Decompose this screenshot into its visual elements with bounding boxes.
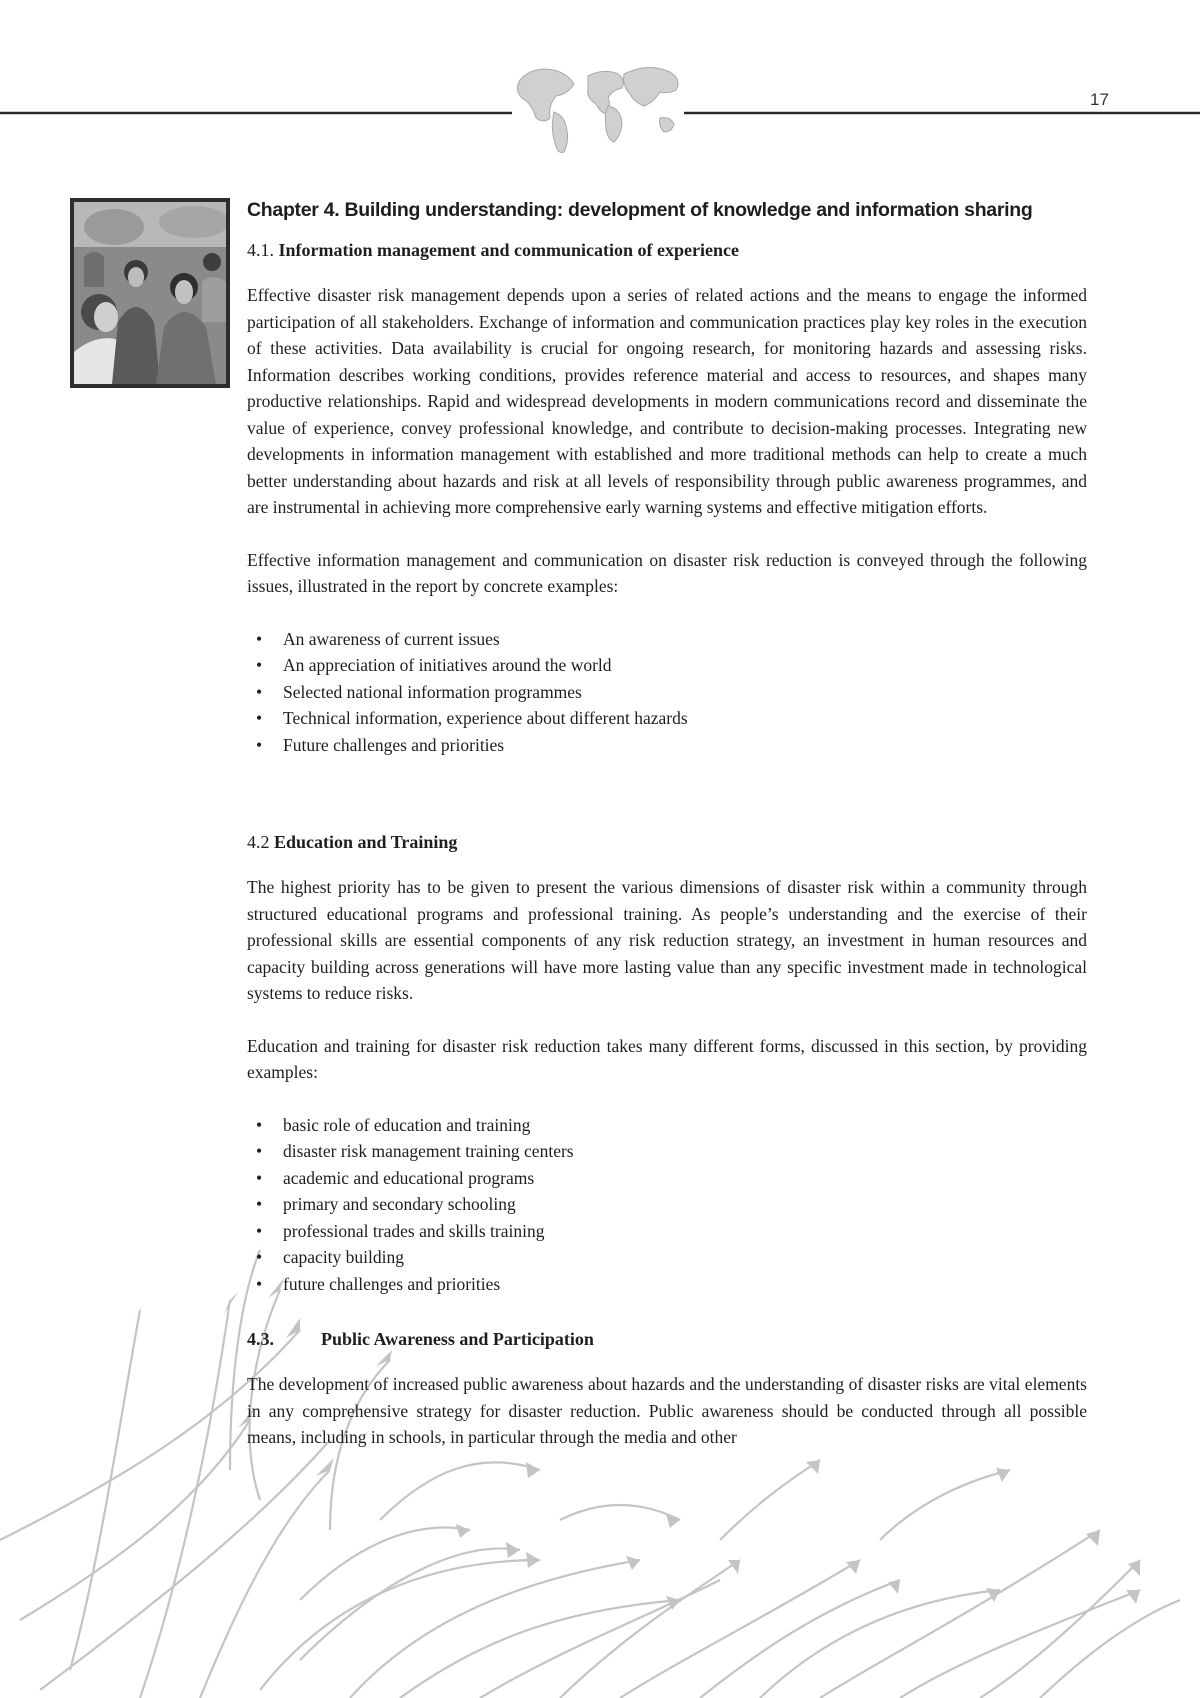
section-title: Information management and communication of experience <box>278 240 739 260</box>
paragraph: Effective information management and communication on disaster risk reduction is conveyed through the following issues, illustrated in the report by concrete examples: <box>247 549 1087 596</box>
list-item: • disaster risk management training centers <box>247 1138 1087 1165</box>
text-column <box>247 198 1087 1477</box>
page-number: 17 <box>1090 90 1109 109</box>
list-item: • An awareness of current issues <box>247 626 1087 653</box>
bullet-list <box>247 1112 1087 1298</box>
list-item: • academic and educational programs <box>247 1165 1087 1192</box>
list-item: • An appreciation of initiatives around the world <box>247 652 1087 679</box>
paragraph: Education and training for disaster risk reduction takes many different forms, discussed in this section, by providing examples: <box>247 1035 1087 1082</box>
list-item: • capacity building <box>247 1244 1087 1271</box>
chapter-title: Chapter 4. Building understanding: development of knowledge and information sharing <box>247 199 1033 221</box>
paragraph: The highest priority has to be given to present the various dimensions of disaster risk within a community through structured educational programs and professional training. As people’s understanding and the exercise of their professional skills are essential components of any risk reduction strategy, an investment in human resources and capacity building across generations will have more lasting value than any specific investment made in technological systems to reduce risks. <box>247 877 1087 1003</box>
list-item: • professional trades and skills training <box>247 1218 1087 1245</box>
list-item: • Future challenges and priorities <box>247 732 1087 759</box>
list-item: • Selected national information programmes <box>247 679 1087 706</box>
section-heading-4-2 <box>247 830 1087 854</box>
bullet-list <box>247 626 1087 759</box>
paragraph: The development of increased public awareness about hazards and the understanding of disaster risks are vital elements in any comprehensive strategy for disaster reduction. Public awareness should be conducted through all possible means, including in schools, in particular through the media and other <box>247 1374 1087 1447</box>
list-item: • primary and secondary schooling <box>247 1191 1087 1218</box>
section-title: Education and Training <box>274 832 458 852</box>
list-item: • future challenges and priorities <box>247 1271 1087 1298</box>
section-title: Public Awareness and Participation <box>321 1329 594 1349</box>
section-heading-4-3 <box>247 1327 1087 1351</box>
section-number: 4.1. <box>247 240 274 260</box>
section-heading-4-1 <box>247 238 1087 262</box>
world-map-icon <box>517 67 678 152</box>
paragraph: Effective disaster risk management depends upon a series of related actions and the means to engage the informed participation of all stakeholders. Exchange of information and communication practices play key roles in the execution of these activities. Data availability is crucial for ongoing research, for monitoring hazards and assessing risks. Information describes working conditions, provides reference material and access to resources, and shapes many productive relationships. Rapid and widespread developments in modern communications record and disseminate the value of experience, convey professional knowledge, and contribute to decision-making processes. Integrating new developments in information management with established and more traditional methods can help to create a much better understanding about hazards and risk at all levels of responsibility through public awareness programmes, and are instrumental in achieving more comprehensive early warning systems and effective mitigation efforts. <box>247 285 1087 517</box>
section-number: 4.3. <box>247 1329 274 1349</box>
list-item: • Technical information, experience about different hazards <box>247 705 1087 732</box>
list-item: • basic role of education and training <box>247 1112 1087 1139</box>
section-number: 4.2 <box>247 832 270 852</box>
people-crowd-photo <box>70 198 230 388</box>
